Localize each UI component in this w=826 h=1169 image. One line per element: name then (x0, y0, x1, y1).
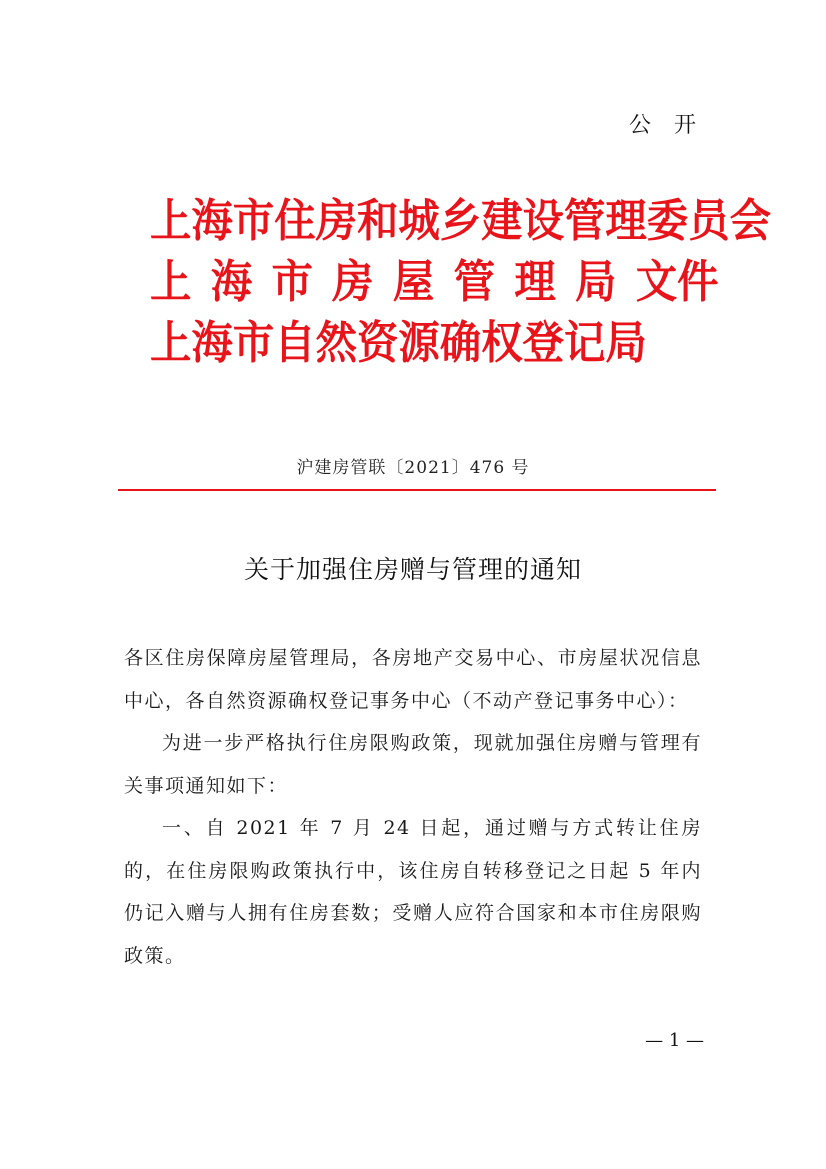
body-paragraph-intro: 为进一步严格执行住房限购政策，现就加强住房赠与管理有关事项通知如下： (124, 732, 702, 797)
document-number: 沪建房管联〔2021〕476 号 (296, 458, 530, 478)
red-separator-line (118, 489, 716, 491)
document-body (124, 637, 702, 977)
issuer-line-1: 上海市住房和城乡建设管理委员会 (150, 194, 772, 247)
body-paragraph-item-1: 一、自 2021 年 7 月 24 日起，通过赠与方式转让住房的，在住房限购政策执行中，该住房自转移登记之日起 5 年内仍记入赠与人拥有住房套数；受赠人应符合国家和本市住房限购政策。 (124, 817, 702, 967)
issuer-line-2-main: 上海市房屋管理局 (150, 255, 636, 308)
page-number: — 1 — (645, 1030, 704, 1051)
issuer-line-2 (150, 251, 719, 312)
addressee-paragraph: 各区住房保障房屋管理局，各房地产交易中心、市房屋状况信息中心，各自然资源确权登记事务中心（不动产登记事务中心）： (124, 647, 702, 712)
issuing-authorities-header (150, 190, 772, 373)
document-title: 关于加强住房赠与管理的通知 (243, 555, 582, 584)
issuer-line-3: 上海市自然资源确权登记局 (150, 316, 647, 369)
document-type-suffix: 文件 (635, 255, 719, 308)
classification-label: 公 开 (629, 113, 704, 138)
